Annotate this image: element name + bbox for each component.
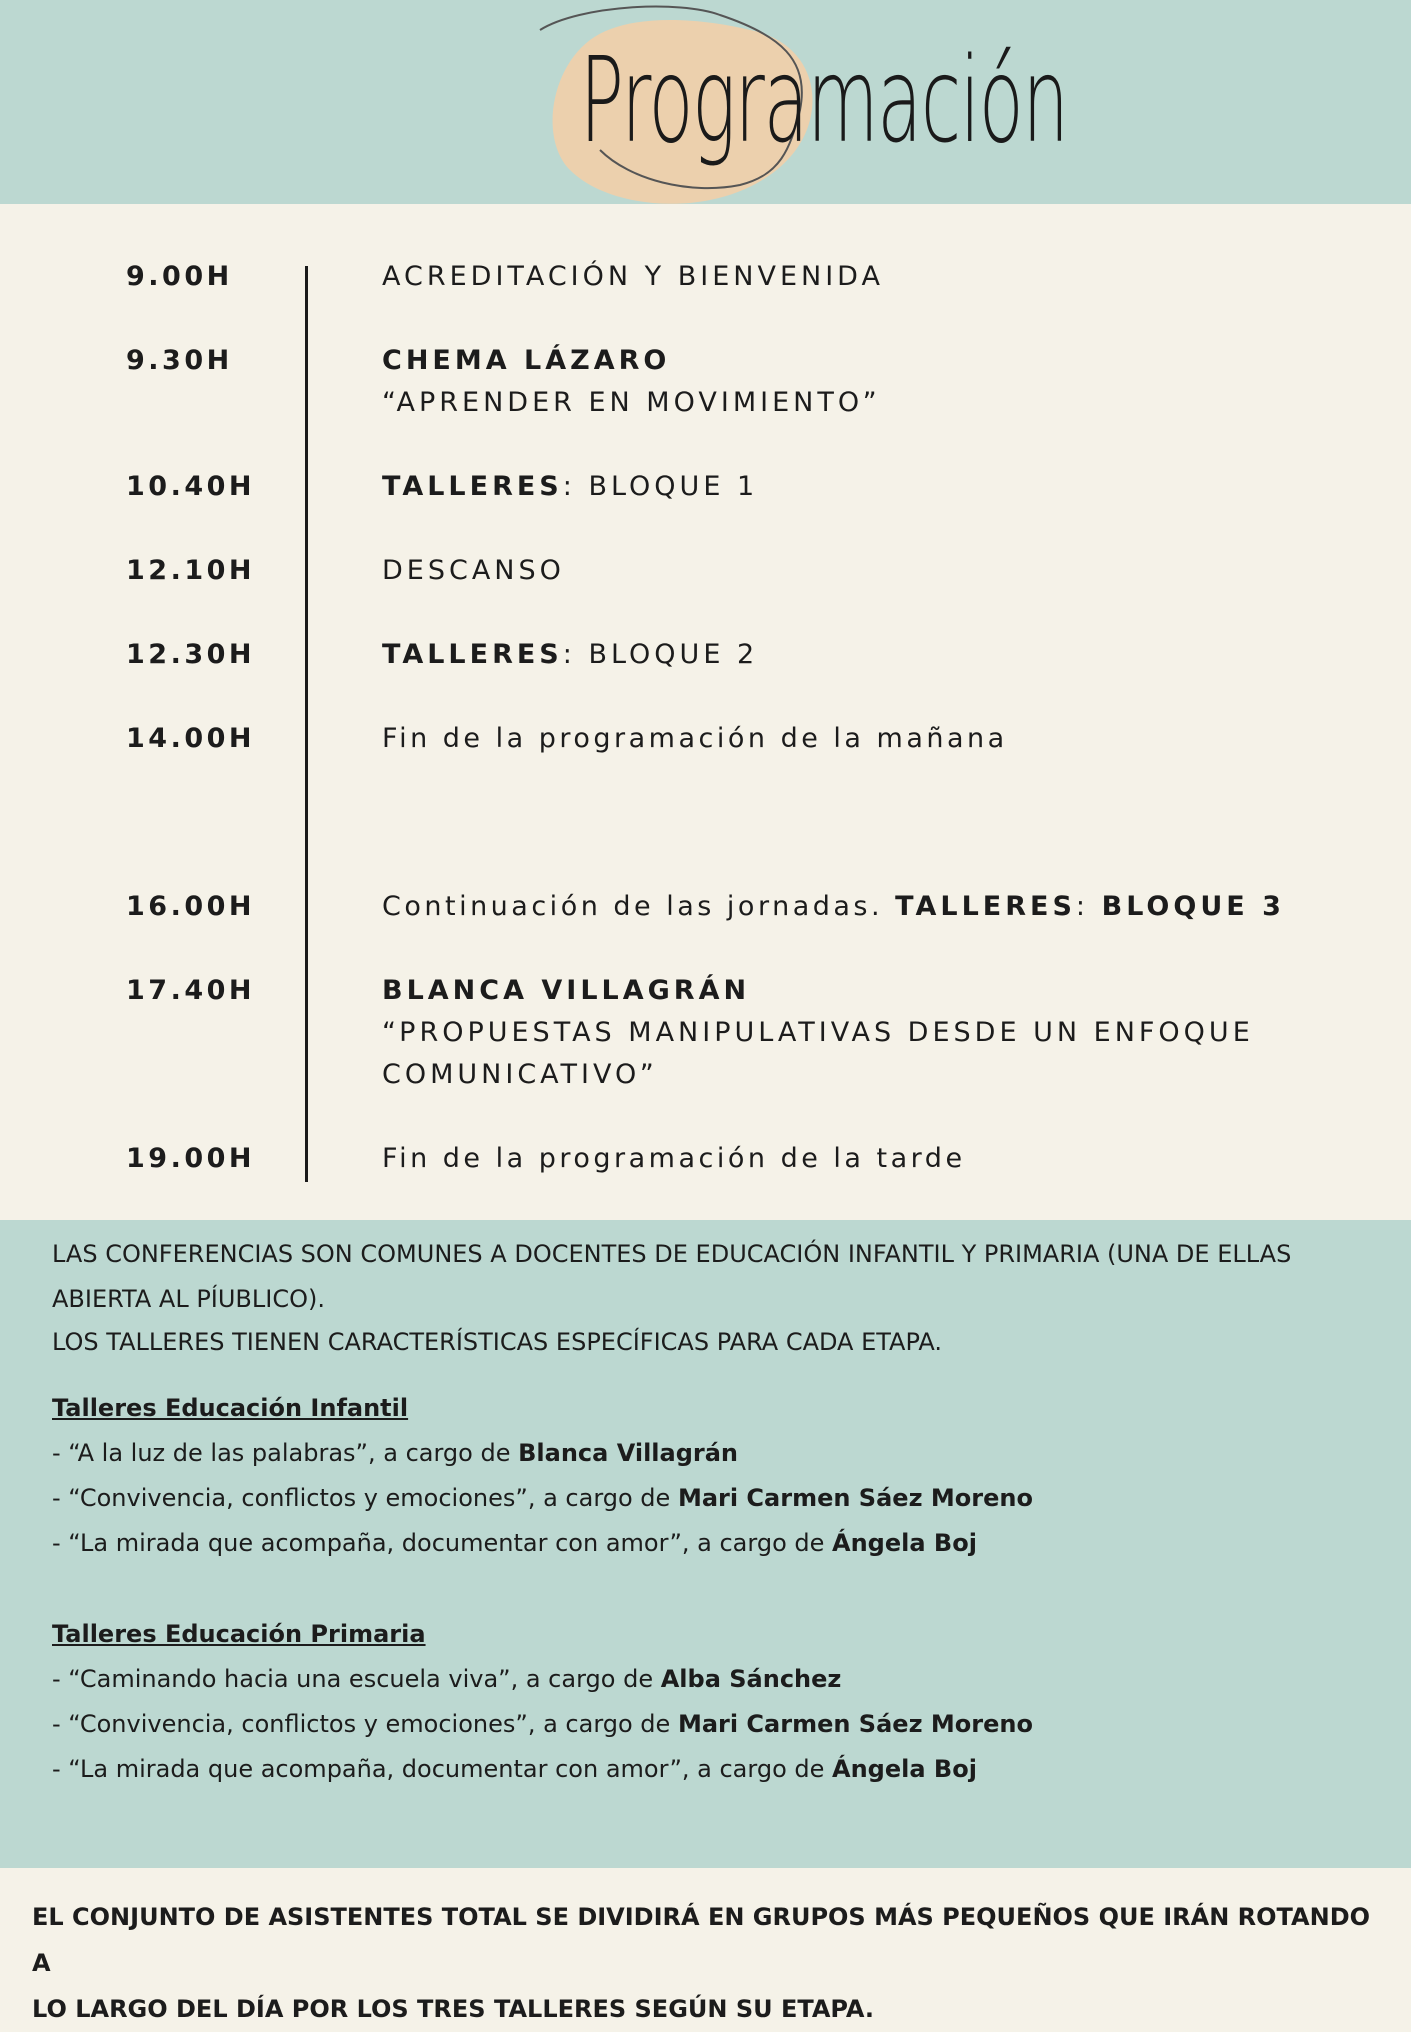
footer-line: EL CONJUNTO DE ASISTENTES TOTAL SE DIVIDIRÁ EN GRUPOS MÁS PEQUEÑOS QUE IRÁN ROTANDO A <box>32 1903 1371 1977</box>
conferences-note-text: LAS CONFERENCIAS SON COMUNES A DOCENTES DE EDUCACIÓN INFANTIL Y PRIMARIA (UNA DE ELLAS ABIERTA AL PÍUBLICO). <box>52 1240 1292 1313</box>
header-band <box>0 0 1411 204</box>
event-text: Continuación de las jornadas. <box>382 891 896 922</box>
event-text: COMUNICATIVO” <box>382 1059 658 1090</box>
event-line <box>382 1138 1342 1180</box>
event-line <box>382 466 1342 508</box>
info-section <box>0 1220 1411 1868</box>
speaker-name: Mari Carmen Sáez Moreno <box>677 1710 1033 1738</box>
list-item <box>52 1521 1392 1566</box>
event-line <box>382 340 1342 382</box>
item-text: - “La mirada que acompaña, documentar con amor”, a cargo de <box>52 1529 833 1557</box>
footer-section <box>0 1868 1411 2022</box>
speaker-name: Alba Sánchez <box>660 1665 842 1693</box>
primaria-heading: Talleres Educación Primaria <box>52 1620 426 1648</box>
event-text: “APRENDER EN MOVIMIENTO” <box>382 387 881 418</box>
event-text: DESCANSO <box>382 555 565 586</box>
item-text: - “A la luz de las palabras”, a cargo de <box>52 1439 519 1467</box>
list-item <box>52 1747 1392 1792</box>
schedule-time: 12.10H <box>126 555 255 586</box>
event-line <box>382 1054 1342 1096</box>
list-item <box>52 1702 1392 1747</box>
event-text: Fin de la programación de la tarde <box>382 1143 966 1174</box>
event-text: “PROPUESTAS MANIPULATIVAS DESDE UN ENFOQUE <box>382 1017 1254 1048</box>
event-text-bold: CHEMA LÁZARO <box>382 345 671 376</box>
schedule-event <box>382 550 1342 592</box>
event-text: : BLOQUE 2 <box>562 639 759 670</box>
event-text: Fin de la programación de la mañana <box>382 723 1008 754</box>
infantil-heading: Talleres Educación Infantil <box>52 1394 409 1422</box>
schedule-event <box>382 1138 1342 1180</box>
speaker-name: Ángela Boj <box>832 1529 977 1557</box>
list-item <box>52 1657 1392 1702</box>
speaker-name: Ángela Boj <box>832 1755 977 1783</box>
schedule-time: 9.30H <box>126 345 233 376</box>
event-text-bold: BLOQUE 3 <box>1101 891 1285 922</box>
schedule-time: 12.30H <box>126 639 255 670</box>
item-text: - “La mirada que acompaña, documentar con amor”, a cargo de <box>52 1755 833 1783</box>
schedule-event <box>382 466 1342 508</box>
speaker-name: Mari Carmen Sáez Moreno <box>677 1484 1033 1512</box>
schedule-time: 17.40H <box>126 975 255 1006</box>
item-text: - “Convivencia, conflictos y emociones”, a cargo de <box>52 1484 678 1512</box>
footer-line: LO LARGO DEL DÍA POR LOS TRES TALLERES SEGÚN SU ETAPA. <box>32 1995 874 2023</box>
item-text: - “Convivencia, conflictos y emociones”, a cargo de <box>52 1710 678 1738</box>
schedule-event <box>382 718 1342 760</box>
speaker-name: Blanca Villagrán <box>518 1439 739 1467</box>
schedule-event <box>382 340 1342 424</box>
schedule-time: 19.00H <box>126 1143 255 1174</box>
list-item <box>52 1476 1392 1521</box>
event-line <box>382 886 1342 928</box>
event-line <box>382 634 1342 676</box>
event-text-bold: BLANCA VILLAGRÁN <box>382 975 751 1006</box>
item-text: - “Caminando hacia una escuela viva”, a cargo de <box>52 1665 661 1693</box>
event-text-bold: TALLERES <box>382 471 563 502</box>
event-text-bold: TALLERES <box>895 891 1076 922</box>
schedule-event <box>382 256 1342 298</box>
event-text-bold: TALLERES <box>382 639 563 670</box>
conferences-note <box>52 1232 1392 1322</box>
event-line <box>382 1012 1342 1054</box>
workshops-note: LOS TALLERES TIENEN CARACTERÍSTICAS ESPECÍFICAS PARA CADA ETAPA. <box>52 1328 943 1356</box>
schedule-time: 10.40H <box>126 471 255 502</box>
schedule-event <box>382 970 1342 1096</box>
event-text: ACREDITACIÓN Y BIENVENIDA <box>382 261 884 292</box>
event-line <box>382 970 1342 1012</box>
schedule-time: 16.00H <box>126 891 255 922</box>
list-item <box>52 1431 1392 1476</box>
event-line <box>382 256 1342 298</box>
event-text: : BLOQUE 1 <box>562 471 759 502</box>
event-line <box>382 550 1342 592</box>
schedule-event <box>382 886 1342 928</box>
schedule-section <box>0 204 1411 1220</box>
schedule-time: 9.00H <box>126 261 233 292</box>
schedule-event <box>382 634 1342 676</box>
event-line <box>382 718 1342 760</box>
timeline-divider <box>305 266 308 1182</box>
primaria-workshops <box>52 1612 1392 1792</box>
infantil-workshops <box>52 1386 1392 1566</box>
event-text: : <box>1075 891 1102 922</box>
page-title: Programación <box>579 31 1068 169</box>
schedule-time: 14.00H <box>126 723 255 754</box>
footer-note <box>32 1894 1382 2032</box>
event-line <box>382 382 1342 424</box>
